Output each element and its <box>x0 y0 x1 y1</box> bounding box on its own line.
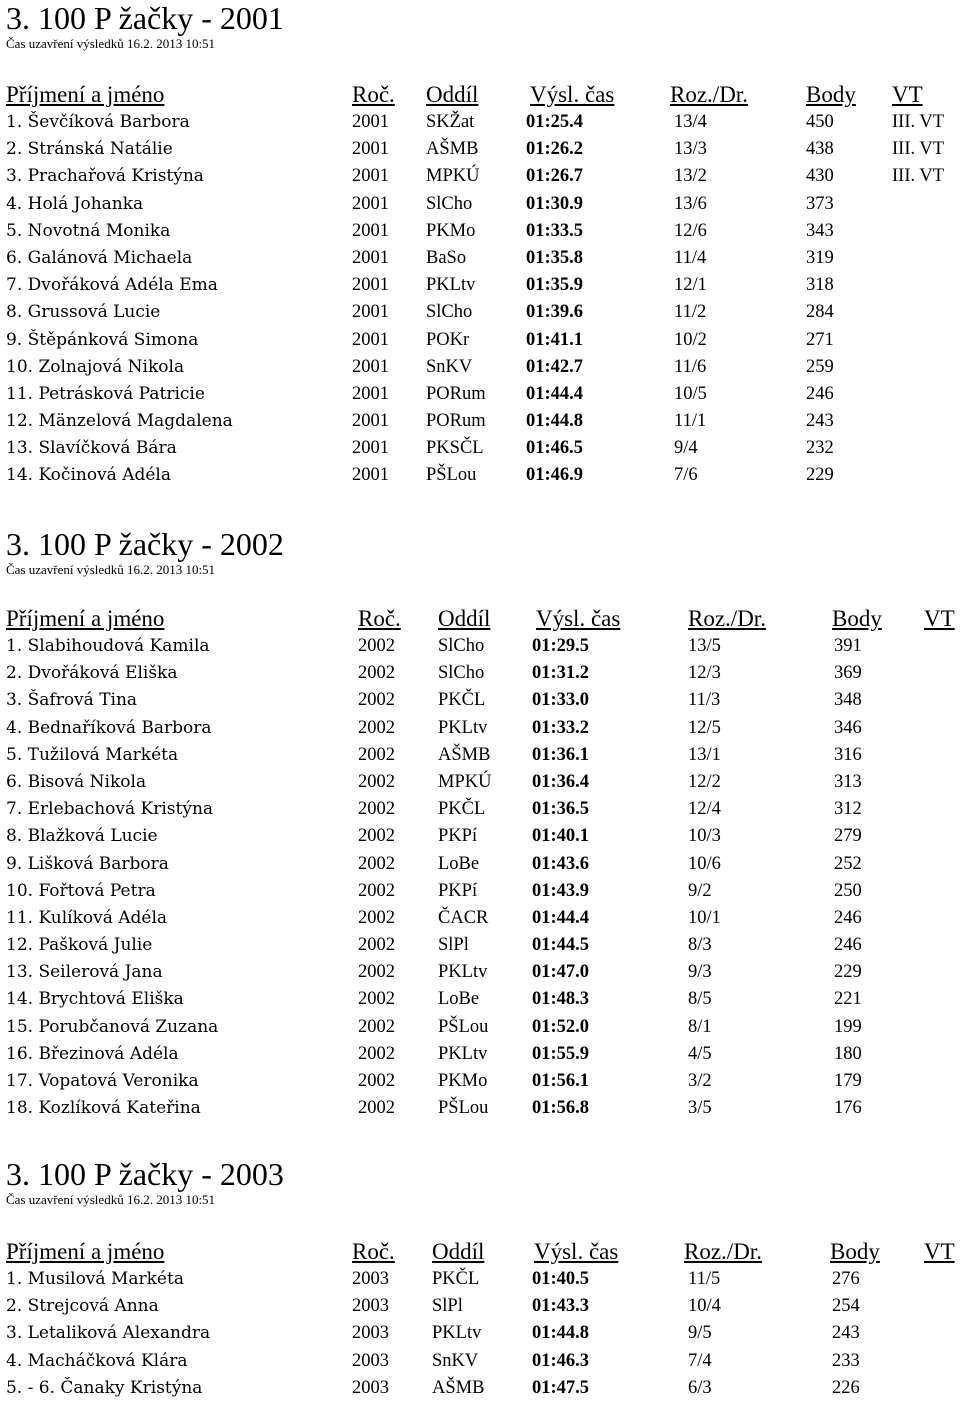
cell-time: 01:44.8 <box>532 1323 590 1344</box>
cell-year: 2002 <box>358 962 395 983</box>
cell-points: 369 <box>834 663 862 684</box>
cell-name: 5. Tužilová Markéta <box>6 744 179 765</box>
cell-points: 343 <box>806 220 834 241</box>
cell-points: 313 <box>834 771 862 792</box>
cell-club: PKČL <box>438 690 486 711</box>
cell-name: 1. Ševčíková Barbora <box>6 112 190 132</box>
table-header <box>6 82 960 112</box>
cell-split: 12/6 <box>674 220 707 241</box>
cell-club: PKLtv <box>426 275 476 296</box>
header-name: Příjmení a jméno <box>6 1239 165 1264</box>
table-row <box>6 636 960 663</box>
cell-club: PŠLou <box>438 1098 489 1119</box>
cell-club: LoBe <box>438 989 480 1010</box>
cell-vt: III. VT <box>892 112 945 132</box>
cell-club: PŠLou <box>438 1016 489 1037</box>
cell-club: SlCho <box>426 193 473 214</box>
table-row <box>6 1098 960 1125</box>
cell-points: 276 <box>832 1269 860 1289</box>
cell-points: 391 <box>834 636 862 656</box>
table-row <box>6 935 960 962</box>
table-row <box>6 465 960 492</box>
table-row <box>6 690 960 717</box>
cell-year: 2002 <box>358 771 395 792</box>
cell-points: 254 <box>832 1296 860 1317</box>
header-points: Body <box>832 606 882 631</box>
cell-split: 11/6 <box>674 356 707 377</box>
cell-year: 2003 <box>352 1269 389 1289</box>
cell-time: 01:55.9 <box>532 1043 590 1064</box>
cell-time: 01:56.1 <box>532 1071 590 1091</box>
cell-split: 13/5 <box>688 636 721 656</box>
cell-time: 01:26.7 <box>526 166 584 187</box>
cell-name: 18. Kozlíková Kateřina <box>6 1098 201 1119</box>
table-row <box>6 248 960 275</box>
cell-year: 2002 <box>358 853 395 874</box>
closing-time: Čas uzavření výsledků 16.2. 2013 10:51 <box>6 562 216 577</box>
cell-split: 10/6 <box>688 853 721 874</box>
table-header <box>6 606 960 636</box>
cell-club: PORum <box>426 383 486 404</box>
cell-split: 7/4 <box>688 1350 712 1371</box>
cell-name: 11. Petrásková Patricie <box>6 383 205 404</box>
cell-name: 2. Stránská Natálie <box>6 139 173 160</box>
closing-time: Čas uzavření výsledků 16.2. 2013 10:51 <box>6 1192 216 1207</box>
section-title: 3. 100 P žačky - 2003 <box>6 1156 284 1192</box>
cell-vt: III. VT <box>892 139 945 160</box>
cell-club: SlCho <box>438 636 485 656</box>
cell-split: 9/3 <box>688 962 712 983</box>
table-row <box>6 854 960 881</box>
header-year: Roč. <box>358 606 401 631</box>
cell-name: 11. Kulíková Adéla <box>6 907 168 928</box>
results-table <box>6 82 960 493</box>
cell-split: 12/1 <box>674 275 707 296</box>
cell-name: 8. Blažková Lucie <box>6 826 158 847</box>
cell-time: 01:33.5 <box>526 220 584 241</box>
table-row <box>6 1044 960 1071</box>
cell-name: 12. Mänzelová Magdalena <box>6 411 233 432</box>
cell-points: 243 <box>832 1323 860 1344</box>
cell-year: 2001 <box>352 438 389 459</box>
results-table <box>6 606 960 1125</box>
table-row <box>6 221 960 248</box>
cell-name: 7. Erlebachová Kristýna <box>6 799 214 820</box>
cell-time: 01:40.1 <box>532 826 590 847</box>
cell-points: 250 <box>834 880 862 901</box>
cell-time: 01:25.4 <box>526 112 584 132</box>
cell-year: 2002 <box>358 907 395 928</box>
cell-points: 284 <box>806 302 834 323</box>
cell-year: 2002 <box>358 690 395 711</box>
cell-points: 232 <box>806 438 834 459</box>
header-time: Výsl. čas <box>536 606 621 631</box>
cell-club: MPKÚ <box>438 771 492 792</box>
header-club: Oddíl <box>438 606 491 631</box>
cell-points: 246 <box>834 935 862 956</box>
cell-name: 15. Porubčanová Zuzana <box>6 1016 219 1037</box>
cell-club: AŠMB <box>438 744 491 765</box>
cell-year: 2003 <box>352 1377 389 1398</box>
cell-split: 9/4 <box>674 438 698 459</box>
cell-split: 11/5 <box>688 1269 721 1289</box>
cell-name: 12. Pašková Julie <box>6 935 153 956</box>
cell-split: 3/5 <box>688 1098 712 1119</box>
cell-points: 246 <box>834 907 862 928</box>
cell-split: 11/1 <box>674 411 707 432</box>
cell-points: 373 <box>806 193 834 214</box>
results-section <box>6 0 960 486</box>
cell-time: 01:36.1 <box>532 744 590 765</box>
table-row <box>6 1017 960 1044</box>
header-name: Příjmení a jméno <box>6 606 165 631</box>
table-row <box>6 112 960 139</box>
table-row <box>6 1071 960 1098</box>
cell-time: 01:46.5 <box>526 438 584 459</box>
cell-name: 4. Macháčková Klára <box>6 1350 188 1371</box>
cell-year: 2003 <box>352 1296 389 1317</box>
header-vt: VT <box>924 1239 955 1264</box>
cell-time: 01:43.3 <box>532 1296 590 1317</box>
cell-time: 01:41.1 <box>526 329 584 350</box>
cell-points: 346 <box>834 717 862 738</box>
table-row <box>6 826 960 853</box>
cell-split: 12/4 <box>688 799 721 820</box>
header-points: Body <box>806 82 856 107</box>
cell-split: 12/5 <box>688 717 721 738</box>
cell-split: 13/3 <box>674 139 707 160</box>
cell-time: 01:44.4 <box>526 383 584 404</box>
table-row <box>6 663 960 690</box>
cell-name: 1. Slabihoudová Kamila <box>6 636 210 656</box>
cell-club: PKLtv <box>438 717 488 738</box>
cell-points: 430 <box>806 166 834 187</box>
table-row <box>6 718 960 745</box>
cell-split: 10/4 <box>688 1296 721 1317</box>
cell-time: 01:35.8 <box>526 247 584 268</box>
table-row <box>6 908 960 935</box>
cell-split: 6/3 <box>688 1377 712 1398</box>
cell-year: 2001 <box>352 356 389 377</box>
cell-split: 10/5 <box>674 383 707 404</box>
cell-year: 2001 <box>352 302 389 323</box>
cell-year: 2001 <box>352 329 389 350</box>
cell-split: 8/5 <box>688 989 712 1010</box>
cell-year: 2002 <box>358 1071 395 1091</box>
cell-club: AŠMB <box>432 1377 485 1398</box>
header-split: Roz./Dr. <box>684 1239 762 1264</box>
cell-year: 2001 <box>352 193 389 214</box>
cell-club: ČACR <box>438 907 489 928</box>
cell-points: 279 <box>834 826 862 847</box>
closing-time: Čas uzavření výsledků 16.2. 2013 10:51 <box>6 36 216 51</box>
cell-year: 2003 <box>352 1323 389 1344</box>
cell-club: POKr <box>426 329 470 350</box>
cell-year: 2002 <box>358 989 395 1010</box>
header-time: Výsl. čas <box>530 82 615 107</box>
cell-club: SKŽat <box>426 112 475 132</box>
cell-points: 179 <box>834 1071 862 1091</box>
table-row <box>6 302 960 329</box>
header-split: Roz./Dr. <box>670 82 748 107</box>
cell-name: 13. Seilerová Jana <box>6 962 163 983</box>
header-points: Body <box>830 1239 880 1264</box>
cell-time: 01:48.3 <box>532 989 590 1010</box>
cell-name: 4. Bednaříková Barbora <box>6 717 212 738</box>
cell-points: 450 <box>806 112 834 132</box>
cell-year: 2002 <box>358 1043 395 1064</box>
cell-split: 4/5 <box>688 1043 712 1064</box>
cell-name: 9. Štěpánková Simona <box>6 329 199 350</box>
cell-name: 16. Březinová Adéla <box>6 1043 179 1064</box>
cell-split: 12/3 <box>688 663 721 684</box>
cell-time: 01:35.9 <box>526 275 584 296</box>
cell-name: 4. Holá Johanka <box>6 193 144 214</box>
table-row <box>6 1351 960 1378</box>
table-row <box>6 1323 960 1350</box>
cell-name: 10. Fořtová Petra <box>6 880 156 901</box>
cell-split: 11/3 <box>688 690 721 711</box>
section-title: 3. 100 P žačky - 2001 <box>6 0 284 36</box>
cell-time: 01:44.8 <box>526 411 584 432</box>
cell-split: 13/1 <box>688 744 721 765</box>
cell-name: 6. Galánová Michaela <box>6 247 193 268</box>
cell-points: 176 <box>834 1098 862 1119</box>
cell-year: 2001 <box>352 112 389 132</box>
header-club: Oddíl <box>432 1239 485 1264</box>
cell-time: 01:29.5 <box>532 636 590 656</box>
cell-split: 12/2 <box>688 771 721 792</box>
cell-club: PKMo <box>438 1071 488 1091</box>
header-split: Roz./Dr. <box>688 606 766 631</box>
cell-split: 9/5 <box>688 1323 712 1344</box>
cell-name: 9. Lišková Barbora <box>6 853 169 874</box>
table-row <box>6 357 960 384</box>
cell-year: 2001 <box>352 166 389 187</box>
table-row <box>6 411 960 438</box>
cell-club: SnKV <box>426 356 473 377</box>
cell-points: 318 <box>806 275 834 296</box>
cell-year: 2001 <box>352 247 389 268</box>
cell-split: 13/2 <box>674 166 707 187</box>
table-row <box>6 989 960 1016</box>
cell-name: 13. Slavíčková Bára <box>6 438 177 459</box>
cell-points: 271 <box>806 329 834 350</box>
cell-points: 319 <box>806 247 834 268</box>
cell-club: SnKV <box>432 1350 479 1371</box>
cell-points: 243 <box>806 411 834 432</box>
cell-year: 2003 <box>352 1350 389 1371</box>
cell-club: MPKÚ <box>426 166 480 187</box>
table-row <box>6 745 960 772</box>
header-name: Příjmení a jméno <box>6 82 165 107</box>
cell-points: 246 <box>806 383 834 404</box>
cell-year: 2001 <box>352 220 389 241</box>
table-header <box>6 1239 960 1269</box>
cell-year: 2002 <box>358 636 395 656</box>
table-row <box>6 1296 960 1323</box>
cell-name: 14. Kočinová Adéla <box>6 465 171 486</box>
cell-name: 3. Prachařová Kristýna <box>6 166 204 187</box>
table-row <box>6 881 960 908</box>
cell-time: 01:26.2 <box>526 139 584 160</box>
cell-club: PORum <box>426 411 486 432</box>
cell-name: 2. Strejcová Anna <box>6 1296 159 1317</box>
cell-time: 01:33.2 <box>532 717 590 738</box>
header-vt: VT <box>924 606 955 631</box>
cell-points: 438 <box>806 139 834 160</box>
table-row <box>6 139 960 166</box>
cell-club: BaSo <box>426 247 467 268</box>
cell-year: 2002 <box>358 1098 395 1119</box>
cell-time: 01:47.0 <box>532 962 590 983</box>
results-section <box>6 1156 960 1398</box>
cell-year: 2002 <box>358 744 395 765</box>
table-row <box>6 384 960 411</box>
cell-time: 01:46.9 <box>526 465 584 486</box>
cell-year: 2002 <box>358 1016 395 1037</box>
cell-club: PKLtv <box>438 1043 488 1064</box>
cell-name: 3. Letaliková Alexandra <box>6 1323 211 1344</box>
cell-points: 312 <box>834 799 862 820</box>
cell-name: 17. Vopatová Veronika <box>6 1071 199 1091</box>
cell-club: PKČL <box>438 799 486 820</box>
cell-club: PŠLou <box>426 465 477 486</box>
header-year: Roč. <box>352 1239 395 1264</box>
table-row <box>6 1269 960 1296</box>
cell-club: SlCho <box>426 302 473 323</box>
cell-points: 221 <box>834 989 862 1010</box>
cell-name: 1. Musilová Markéta <box>6 1269 184 1289</box>
table-row <box>6 166 960 193</box>
cell-club: SlCho <box>438 663 485 684</box>
cell-points: 226 <box>832 1377 860 1398</box>
cell-year: 2002 <box>358 826 395 847</box>
cell-club: PKPí <box>438 826 478 847</box>
cell-points: 259 <box>806 356 834 377</box>
cell-club: AŠMB <box>426 139 479 160</box>
cell-year: 2002 <box>358 717 395 738</box>
header-time: Výsl. čas <box>534 1239 619 1264</box>
cell-split: 13/4 <box>674 112 707 132</box>
cell-club: LoBe <box>438 853 480 874</box>
cell-points: 316 <box>834 744 862 765</box>
cell-time: 01:47.5 <box>532 1377 590 1398</box>
cell-time: 01:40.5 <box>532 1269 590 1289</box>
cell-time: 01:44.4 <box>532 907 590 928</box>
cell-name: 2. Dvořáková Eliška <box>6 663 178 684</box>
cell-name: 7. Dvořáková Adéla Ema <box>6 275 218 296</box>
cell-split: 8/1 <box>688 1016 712 1037</box>
cell-name: 14. Brychtová Eliška <box>6 989 184 1010</box>
cell-time: 01:33.0 <box>532 690 590 711</box>
cell-name: 3. Šafrová Tina <box>6 690 138 711</box>
cell-club: PKLtv <box>432 1323 482 1344</box>
cell-club: PKMo <box>426 220 476 241</box>
header-club: Oddíl <box>426 82 479 107</box>
cell-split: 13/6 <box>674 193 707 214</box>
table-row <box>6 962 960 989</box>
table-row <box>6 330 960 357</box>
cell-points: 348 <box>834 690 862 711</box>
cell-points: 252 <box>834 853 862 874</box>
cell-split: 10/3 <box>688 826 721 847</box>
results-table <box>6 1239 960 1405</box>
cell-club: PKPí <box>438 880 478 901</box>
cell-time: 01:39.6 <box>526 302 584 323</box>
table-row <box>6 799 960 826</box>
cell-year: 2002 <box>358 880 395 901</box>
results-section <box>6 526 960 1119</box>
cell-year: 2001 <box>352 465 389 486</box>
cell-time: 01:56.8 <box>532 1098 590 1119</box>
table-row <box>6 275 960 302</box>
cell-points: 233 <box>832 1350 860 1371</box>
cell-points: 229 <box>834 962 862 983</box>
cell-split: 3/2 <box>688 1071 712 1091</box>
cell-vt: III. VT <box>892 166 945 187</box>
cell-split: 10/1 <box>688 907 721 928</box>
cell-name: 10. Zolnajová Nikola <box>6 356 185 377</box>
table-row <box>6 438 960 465</box>
cell-split: 7/6 <box>674 465 698 486</box>
header-vt: VT <box>892 82 923 107</box>
cell-time: 01:46.3 <box>532 1350 590 1371</box>
cell-time: 01:52.0 <box>532 1016 590 1037</box>
header-year: Roč. <box>352 82 395 107</box>
cell-time: 01:31.2 <box>532 663 590 684</box>
cell-year: 2002 <box>358 935 395 956</box>
cell-club: PKSČL <box>426 438 484 459</box>
table-row <box>6 772 960 799</box>
cell-club: SlPl <box>438 935 469 956</box>
cell-name: 5. - 6. Čanaky Kristýna <box>6 1377 203 1398</box>
cell-points: 229 <box>806 465 834 486</box>
cell-name: 8. Grussová Lucie <box>6 302 161 323</box>
cell-name: 5. Novotná Monika <box>6 220 171 241</box>
cell-year: 2002 <box>358 799 395 820</box>
cell-club: SlPl <box>432 1296 463 1317</box>
cell-time: 01:42.7 <box>526 356 584 377</box>
cell-time: 01:36.4 <box>532 771 590 792</box>
cell-points: 180 <box>834 1043 862 1064</box>
cell-split: 10/2 <box>674 329 707 350</box>
cell-year: 2001 <box>352 411 389 432</box>
cell-split: 11/2 <box>674 302 707 323</box>
cell-points: 199 <box>834 1016 862 1037</box>
cell-year: 2002 <box>358 663 395 684</box>
section-title: 3. 100 P žačky - 2002 <box>6 526 284 562</box>
cell-club: PKLtv <box>438 962 488 983</box>
cell-time: 01:30.9 <box>526 193 584 214</box>
cell-time: 01:36.5 <box>532 799 590 820</box>
cell-time: 01:43.9 <box>532 880 590 901</box>
table-row <box>6 194 960 221</box>
cell-time: 01:44.5 <box>532 935 590 956</box>
cell-time: 01:43.6 <box>532 853 590 874</box>
cell-name: 6. Bisová Nikola <box>6 771 147 792</box>
cell-split: 8/3 <box>688 935 712 956</box>
cell-club: PKČL <box>432 1269 480 1289</box>
cell-split: 11/4 <box>674 247 707 268</box>
cell-year: 2001 <box>352 383 389 404</box>
cell-year: 2001 <box>352 275 389 296</box>
cell-split: 9/2 <box>688 880 712 901</box>
cell-year: 2001 <box>352 139 389 160</box>
